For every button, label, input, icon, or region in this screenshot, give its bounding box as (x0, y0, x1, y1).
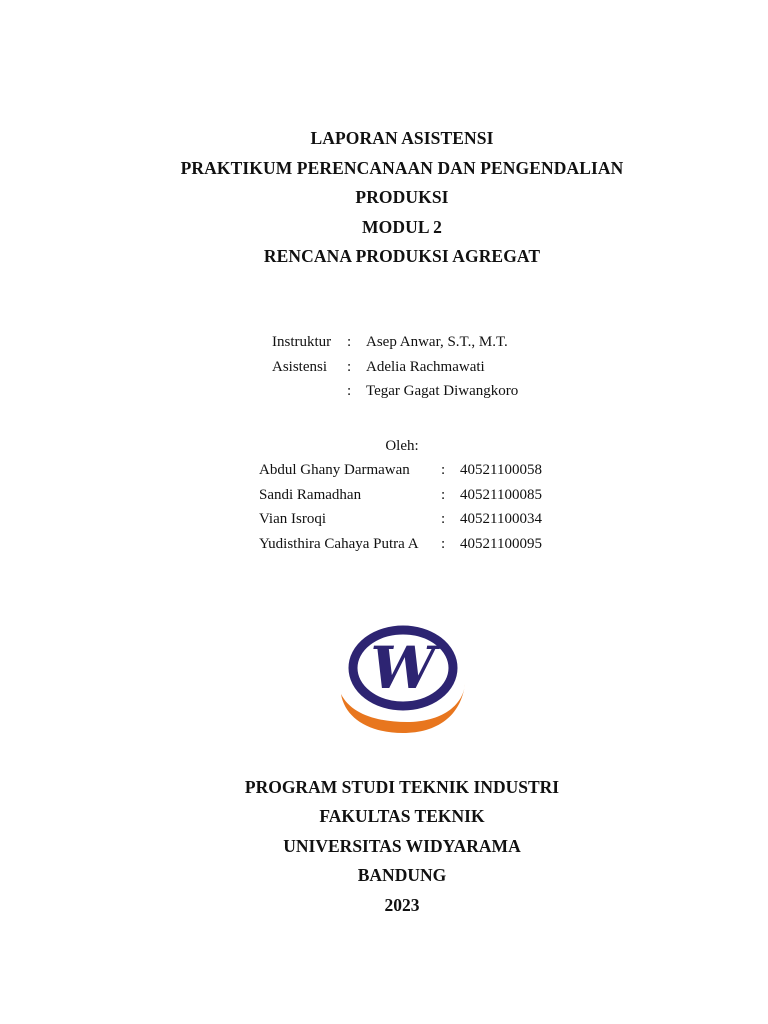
title-line: RENCANA PRODUKSI AGREGAT (263, 246, 541, 266)
member-separator: : (441, 486, 446, 503)
university-logo-icon (337, 618, 471, 738)
member-name: Yudisthira Cahaya Putra A (259, 535, 419, 552)
staff-label: Asistensi (272, 358, 328, 375)
member-separator: : (441, 462, 446, 478)
title-line: MODUL 2 (362, 216, 442, 237)
staff-separator: : (347, 383, 352, 399)
university: UNIVERSITAS WIDYARAMA (283, 835, 521, 856)
title-line: LAPORAN ASISTENSI (310, 128, 494, 148)
oleh-label: Oleh: (385, 438, 419, 454)
faculty: FAKULTAS TEKNIK (319, 806, 485, 827)
staff-value: Asep Anwar, S.T., M.T. (366, 334, 508, 350)
member-name: Vian Isroqi (259, 511, 327, 527)
report-title (0, 124, 768, 272)
title-line: PRODUKSI (355, 187, 449, 207)
staff-separator: : (347, 358, 352, 375)
member-nim: 40521100058 (460, 462, 542, 478)
institution-block (0, 773, 768, 920)
member-nim: 40521100085 (460, 486, 542, 503)
member-nim: 40521100034 (460, 511, 542, 527)
title-line: PRAKTIKUM PERENCANAAN DAN PENGENDALIAN (180, 157, 624, 178)
year: 2023 (384, 894, 420, 915)
city: BANDUNG (357, 865, 447, 886)
study-program: PROGRAM STUDI TEKNIK INDUSTRI (244, 777, 560, 797)
member-name: Abdul Ghany Darmawan (259, 462, 410, 478)
svg-text:W: W (370, 634, 436, 702)
staff-label: Instruktur (272, 334, 332, 350)
staff-value: Tegar Gagat Diwangkoro (366, 383, 519, 399)
member-name: Sandi Ramadhan (259, 486, 362, 503)
staff-value: Adelia Rachmawati (366, 358, 485, 375)
member-separator: : (441, 511, 446, 527)
member-nim: 40521100095 (460, 535, 542, 552)
member-separator: : (441, 535, 446, 552)
staff-separator: : (347, 334, 352, 350)
